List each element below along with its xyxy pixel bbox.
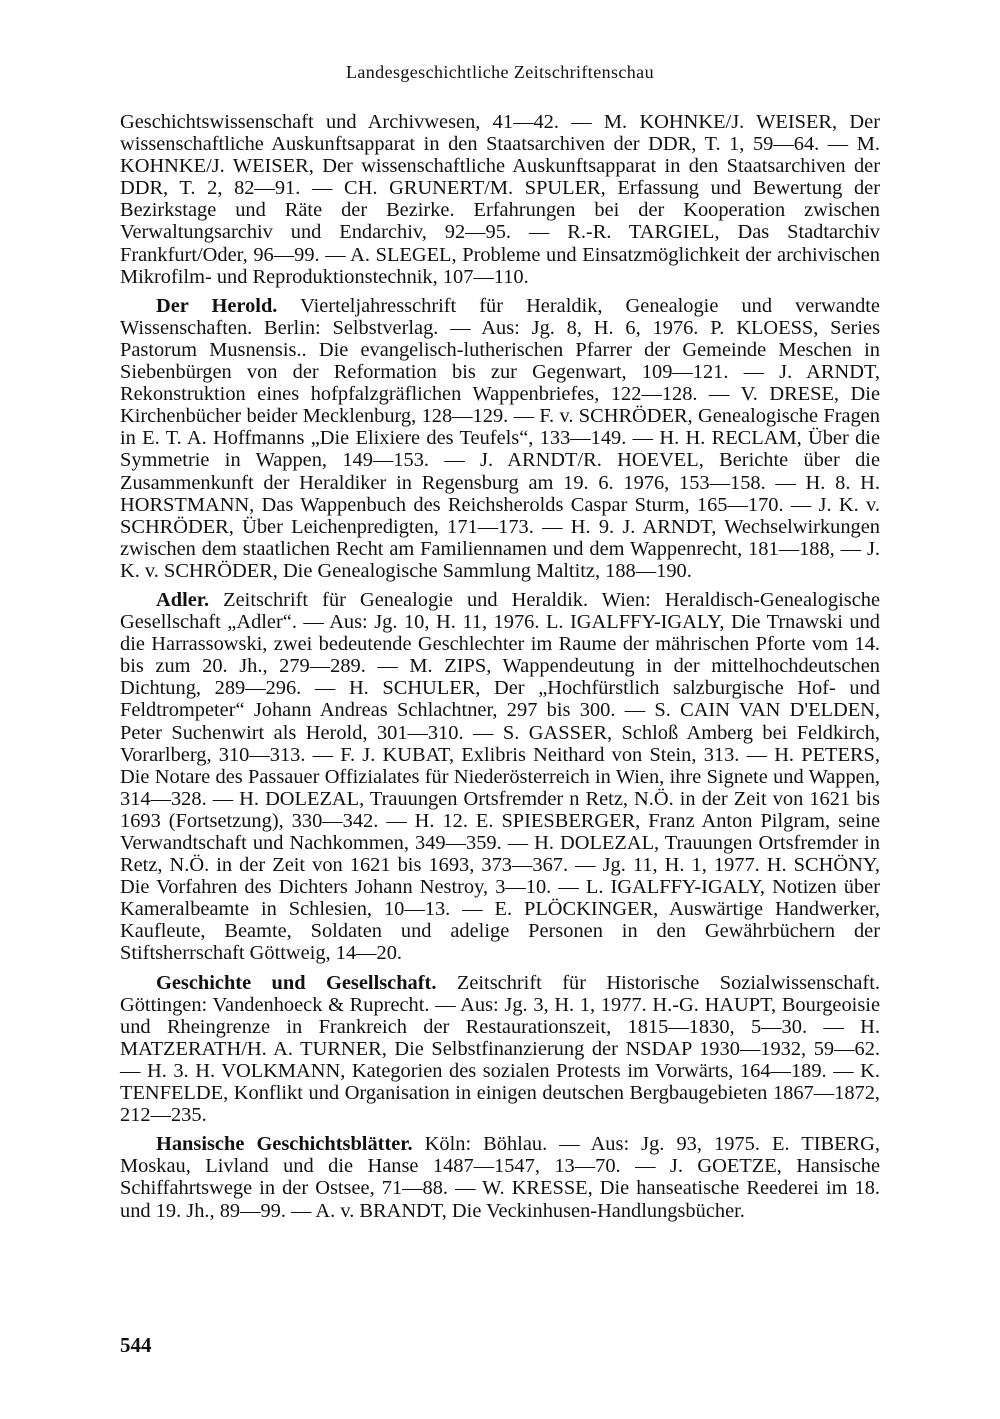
- entry-text: Köln: Böhlau. — Aus: Jg. 93, 1975. E. TIBERG, Moskau, Livland und die Hanse 1487—1547, 13—70. — J. GOETZE, Hansische Schiffahrtswege in der Ostsee, 71—88. — W. KRESSE, Die hanseatische Reederei im 18. und 19. Jh., 89—99. — A. v. BRANDT, Die Veckinhusen-Handlungsbücher.: [120, 1133, 880, 1222]
- journal-title: Adler.: [156, 588, 210, 611]
- paragraph-geschichte-und-gesellschaft: [120, 972, 880, 1127]
- page-number: 544: [120, 1333, 152, 1357]
- journal-title: Geschichte und Gesellschaft.: [156, 971, 437, 994]
- article-body: [120, 111, 880, 1222]
- paragraph-adler: [120, 589, 880, 965]
- running-header: Landesgeschichtliche Zeitschriftenschau: [346, 62, 654, 82]
- journal-title: Hansische Geschichtsblätter.: [156, 1133, 413, 1156]
- entry-text: Zeitschrift für Genealogie und Heraldik. Wien: Heraldisch-Genealogische Gesellschaft „Adler“. — Aus: Jg. 10, H. 11, 1976. L. IGALFFY-IGALY, Die Trnawski und die Harrassowski, zwei bedeutende Geschlechter im Raume der mährischen Pforte vom 14. bis zum 20. Jh., 279—289. — M. ZIPS, Wappendeutung in der mittelhochdeutschen Dichtung, 289—296. — H. SCHULER, Der „Hochfürstlich salzburgische Hof- und Feldtrompeter“ Johann Andreas Schlachtner, 297 bis 300. — S. CAIN VAN D'ELDEN, Peter Suchenwirt als Herold, 301—310. — S. GASSER, Schloß Amberg bei Feldkirch, Vorarlberg, 310—313. — F. J. KUBAT, Exlibris Neithard von Stein, 313. — H. PETERS, Die Notare des Passauer Offizialates für Niederösterreich in Wien, ihre Signete und Wappen, 314—328. — H. DOLEZAL, Trauungen Ortsfremder n Retz, N.Ö. in der Zeit von 1621 bis 1693 (Fortsetzung), 330—342. — H. 12. E. SPIESBERGER, Franz Anton Pilgram, seine Verwandtschaft und Nachkommen, 349—359. — H. DOLEZAL, Trauungen Ortsfremder in Retz, N.Ö. in der Zeit von 1621 bis 1693, 373—367. — Jg. 11, H. 1, 1977. H. SCHÖNY, Die Vorfahren des Dichters Johann Nestroy, 3—10. — L. IGALFFY-IGALY, Notizen über Kameralbeamte in Schlesien, 10—13. — E. PLÖCKINGER, Auswärtige Handwerker, Kaufleute, Beamte, Soldaten und adelige Personen in den Gewährbüchern der Stiftsherrschaft Göttweig, 14—20.: [120, 588, 880, 965]
- paragraph-archivmitteilungen-continued: [120, 111, 880, 288]
- paragraph-der-herold: [120, 295, 880, 582]
- entry-text: Vierteljahresschrift für Heraldik, Genealogie und verwandte Wissenschaften. Berlin: Selbstverlag. — Aus: Jg. 8, H. 6, 1976. P. KLOESS, Series Pastorum Musnensis.. Die evangelisch-lutherischen Pfarrer der Gemeinde Meschen in Siebenbürgen von der Reformation bis zur Gegenwart, 109—121. — J. ARNDT, Rekonstruktion eines hofpfalzgräflichen Wappenbriefes, 122—128. — V. DRESE, Die Kirchenbücher beider Mecklenburg, 128—129. — F. v. SCHRÖDER, Genealogische Fragen in E. T. A. Hoffmanns „Die Elixiere des Teufels“, 133—149. — H. H. RECLAM, Über die Symmetrie in Wappen, 149—153. — J. ARNDT/R. HOEVEL, Berichte über die Zusammenkunft der Heraldiker in Regensburg am 19. 6. 1976, 153—158. — H. 8. H. HORSTMANN, Das Wappenbuch des Reichsherolds Caspar Sturm, 165—170. — J. K. v. SCHRÖDER, Über Leichenpredigten, 171—173. — H. 9. J. ARNDT, Wechselwirkungen zwischen dem staatlichen Recht am Familiennamen und dem Wappenrecht, 181—188, — J. K. v. SCHRÖDER, Die Genealogische Sammlung Maltitz, 188—190.: [120, 294, 880, 582]
- entry-text: Zeitschrift für Historische Sozialwissenschaft. Göttingen: Vandenhoeck & Ruprecht. — Aus: Jg. 3, H. 1, 1977. H.-G. HAUPT, Bourgeoisie und Rheingrenze in Frankreich der Restaurationszeit, 1815—1830, 5—30. — H. MATZERATH/H. A. TURNER, Die Selbstfinanzierung der NSDAP 1930—1932, 59—62. — H. 3. H. VOLKMANN, Kategorien des sozialen Protests im Vorwärts, 164—189. — K. TENFELDE, Konflikt und Organisation in einigen deutschen Bergbaugebieten 1867—1872, 212—235.: [120, 971, 880, 1127]
- journal-title: Der Herold.: [156, 294, 278, 317]
- paragraph-hansische-geschichtsblaetter: [120, 1133, 880, 1221]
- entry-text: Geschichtswissenschaft und Archivwesen, 41—42. — M. KOHNKE/J. WEISER, Der wissenschaftliche Auskunftsapparat in den Staatsarchiven der DDR, T. 1, 59—64. — M. KOHNKE/J. WEISER, Der wissenschaftliche Auskunftsapparat in den Staatsarchiven der DDR, T. 2, 82—91. — CH. GRUNERT/M. SPULER, Erfassung und Bewertung der Bezirkstage und Räte der Bezirke. Erfahrungen bei der Kooperation zwischen Verwaltungsarchiv und Endarchiv, 92—95. — R.-R. TARGIEL, Das Stadtarchiv Frankfurt/Oder, 96—99. — A. SLEGEL, Probleme und Einsatzmöglichkeit der archivischen Mikrofilm- und Reproduktionstechnik, 107—110.: [120, 111, 880, 288]
